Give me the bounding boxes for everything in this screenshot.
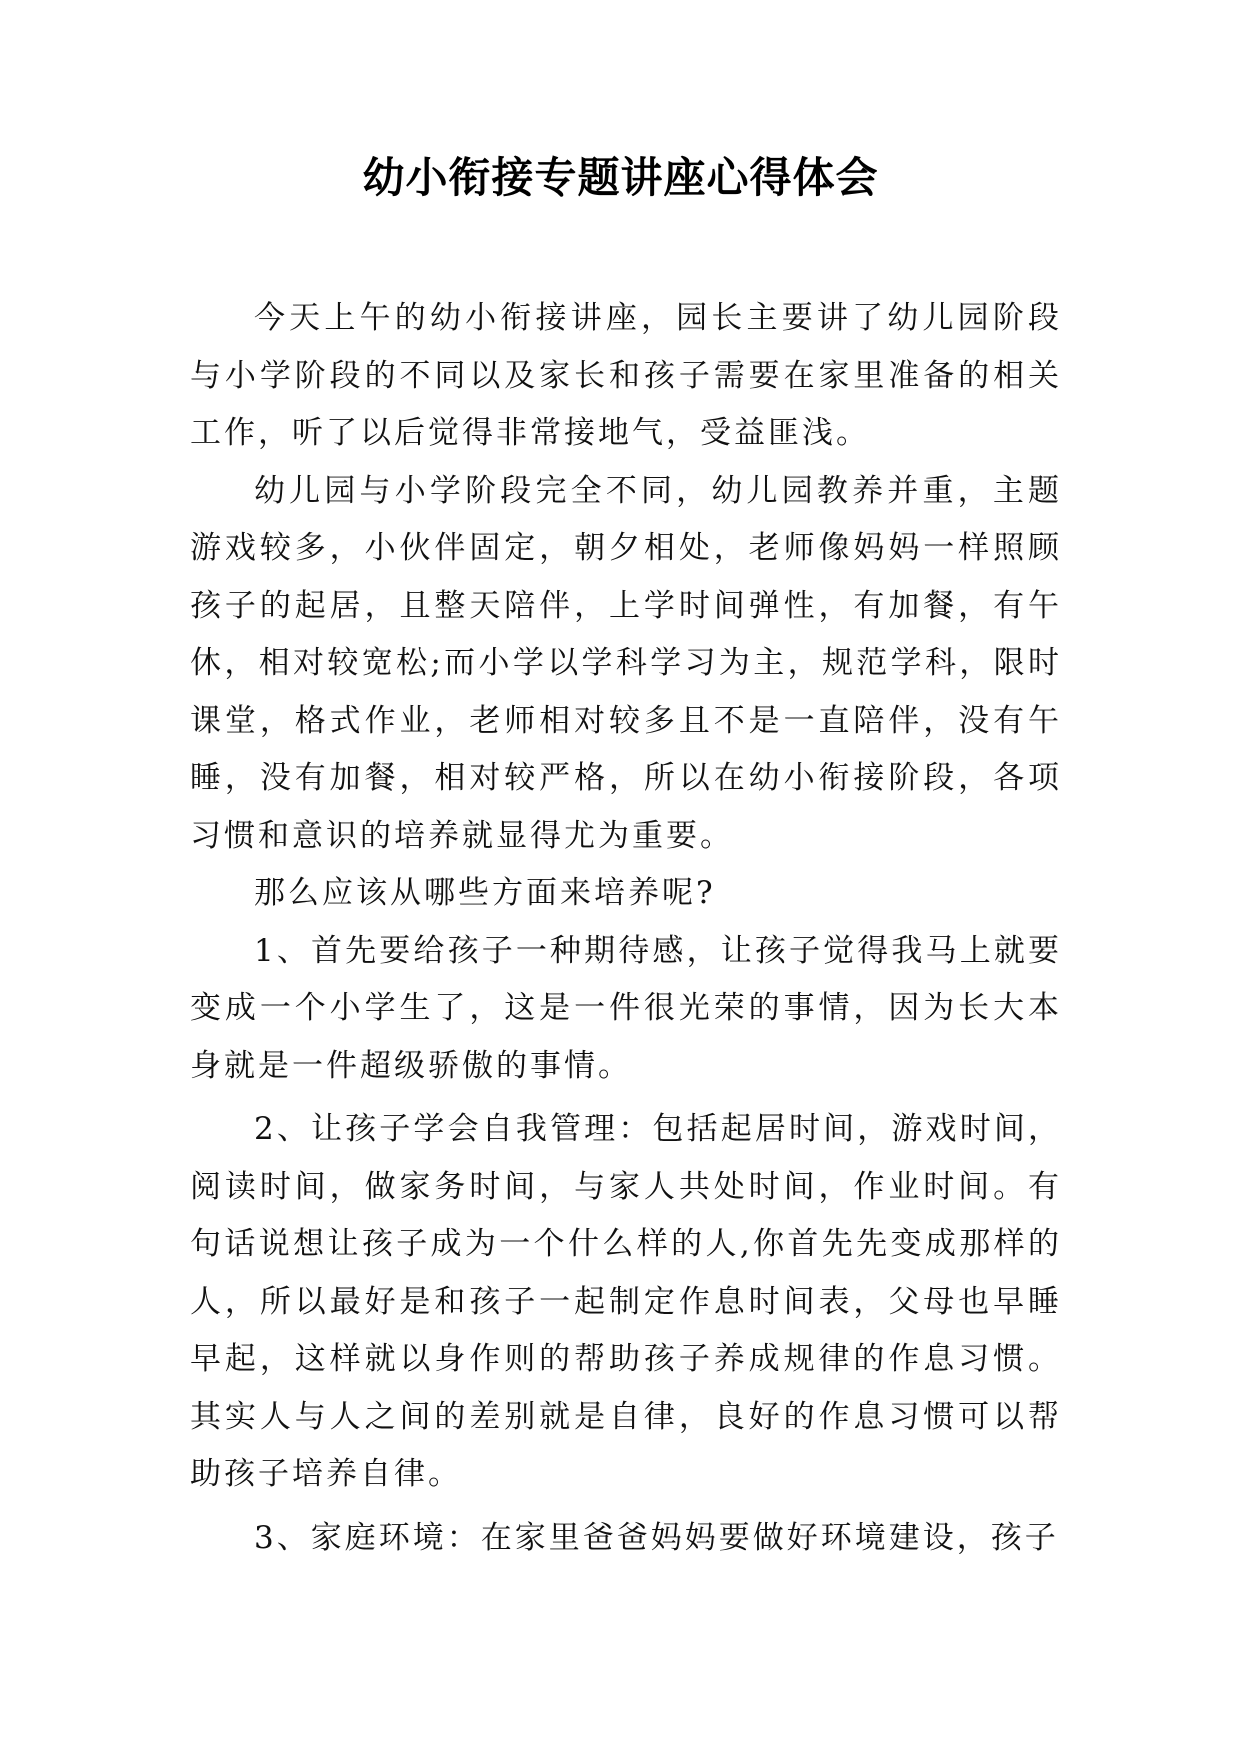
paragraph-intro: 今天上午的幼小衔接讲座，园长主要讲了幼儿园阶段与小学阶段的不同以及家长和孩子需要在家里准备的相关工作，听了以后觉得非常接地气，受益匪浅。 bbox=[190, 300, 1062, 451]
paragraph-point-1: 1、首先要给孩子一种期待感，让孩子觉得我马上就要变成一个小学生了，这是一件很光荣的事情，因为长大本身就是一件超级骄傲的事情。 bbox=[190, 932, 1062, 1084]
paragraph-question: 那么应该从哪些方面来培养呢? bbox=[254, 875, 716, 911]
document-title: 幼小衔接专题讲座心得体会 bbox=[362, 153, 879, 202]
document-body bbox=[190, 290, 1062, 1567]
paragraph-point-2: 2、让孩子学会自我管理：包括起居时间，游戏时间，阅读时间，做家务时间，与家人共处时间，作业时间。有句话说想让孩子成为一个什么样的人,你首先先变成那样的人，所以最好是和孩子一起制定作息时间表，父母也早睡早起，这样就以身作则的帮助孩子养成规律的作息习惯。其实人与人之间的差别就是自律，良好的作息习惯可以帮助孩子培养自律。 bbox=[190, 1111, 1062, 1492]
paragraph-comparison: 幼儿园与小学阶段完全不同，幼儿园教养并重，主题游戏较多，小伙伴固定，朝夕相处，老师像妈妈一样照顾孩子的起居，且整天陪伴，上学时间弹性，有加餐，有午休，相对较宽松;而小学以学科学习为主，规范学科，限时课堂，格式作业，老师相对较多且不是一直陪伴，没有午睡，没有加餐，相对较严格，所以在幼小衔接阶段，各项习惯和意识的培养就显得尤为重要。 bbox=[190, 472, 1062, 854]
paragraph-point-3: 3、家庭环境：在家里爸爸妈妈要做好环境建设，孩子 bbox=[254, 1519, 1059, 1556]
